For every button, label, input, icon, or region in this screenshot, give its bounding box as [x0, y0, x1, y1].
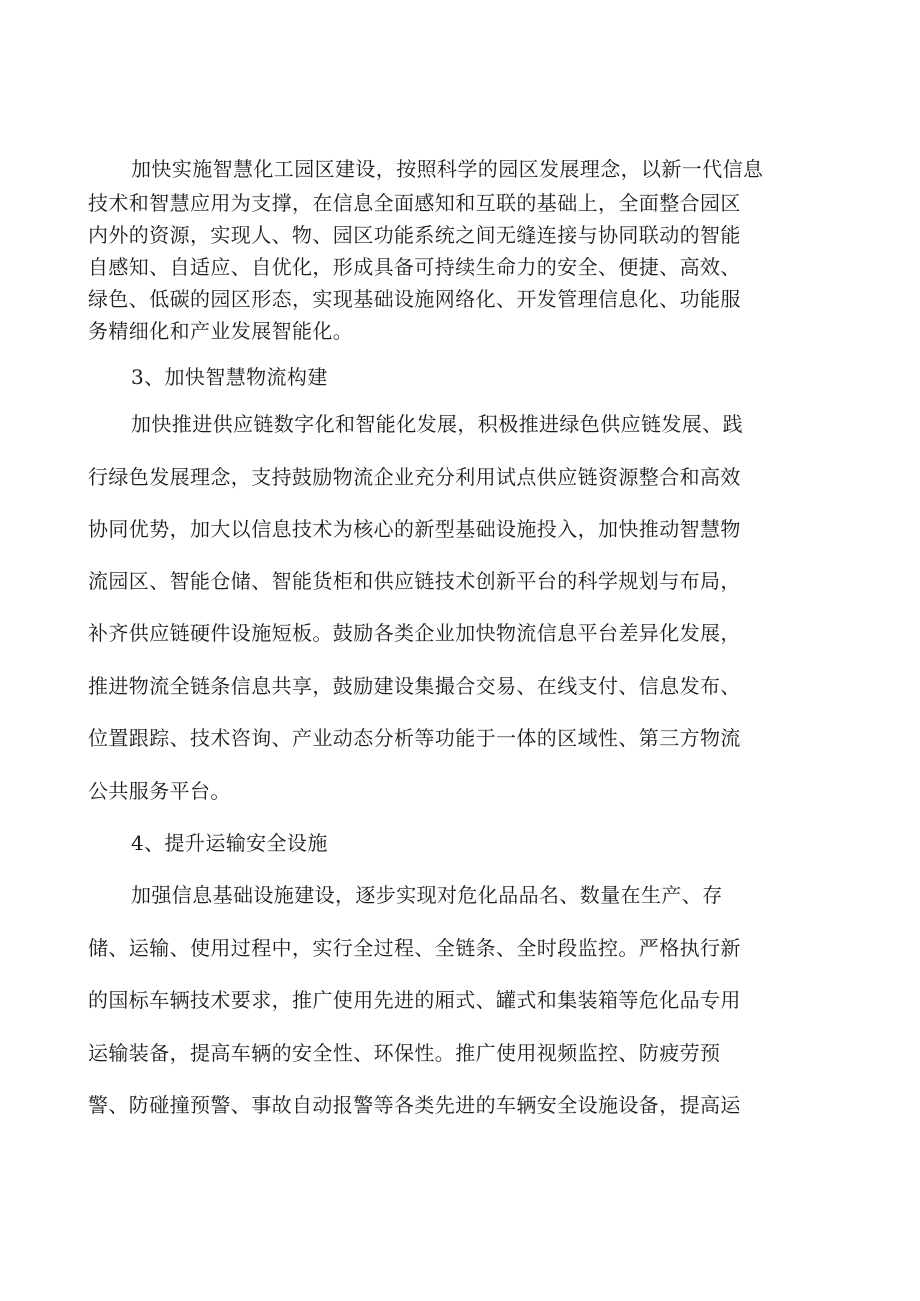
paragraph-line: 警、防碰撞预警、事故自动报警等各类先进的车辆安全设施设备，提高运 [88, 1093, 741, 1117]
paragraph-line: 行绿色发展理念，支持鼓励物流企业充分利用试点供应链资源整合和高效 [88, 465, 741, 489]
paragraph-line: 加快实施智慧化工园区建设，按照科学的园区发展理念，以新一代信息 [131, 157, 764, 181]
paragraph-line: 的国标车辆技术要求，推广使用先进的厢式、罐式和集装箱等危化品专用 [88, 988, 741, 1012]
paragraph-line: 加快推进供应链数字化和智能化发展，积极推进绿色供应链发展、践 [131, 412, 743, 436]
paragraph-line: 绿色、低碳的园区形态，实现基础设施网络化、开发管理信息化、功能服 [88, 287, 741, 311]
paragraph-line: 自感知、自适应、自优化，形成具备可持续生命力的安全、便捷、高效、 [88, 255, 741, 279]
section-heading-4: 4、提升运输安全设施 [131, 831, 328, 855]
paragraph-line: 补齐供应链硬件设施短板。鼓励各类企业加快物流信息平台差异化发展， [88, 621, 741, 645]
paragraph-line: 储、运输、使用过程中，实行全过程、全链条、全时段监控。严格执行新 [88, 936, 741, 960]
paragraph-line: 技术和智慧应用为支撑，在信息全面感知和互联的基础上，全面整合园区 [88, 191, 741, 215]
paragraph-line: 加强信息基础设施建设，逐步实现对危化品品名、数量在生产、存 [131, 883, 723, 907]
paragraph-line: 公共服务平台。 [88, 779, 231, 803]
section-heading-3: 3、加快智慧物流构建 [131, 365, 328, 389]
paragraph-line: 推进物流全链条信息共享，鼓励建设集撮合交易、在线支付、信息发布、 [88, 674, 741, 698]
paragraph-line: 运输装备，提高车辆的安全性、环保性。推广使用视频监控、防疲劳预 [88, 1041, 721, 1065]
paragraph-line: 协同优势，加大以信息技术为核心的新型基础设施投入，加快推动智慧物 [88, 517, 741, 541]
paragraph-line: 流园区、智能仓储、智能货柜和供应链技术创新平台的科学规划与布局， [88, 569, 741, 593]
paragraph-line: 务精细化和产业发展智能化。 [88, 319, 354, 343]
paragraph-line: 位置跟踪、技术咨询、产业动态分析等功能于一体的区域性、第三方物流 [88, 726, 741, 750]
paragraph-line: 内外的资源，实现人、物、园区功能系统之间无缝连接与协同联动的智能 [88, 223, 741, 247]
